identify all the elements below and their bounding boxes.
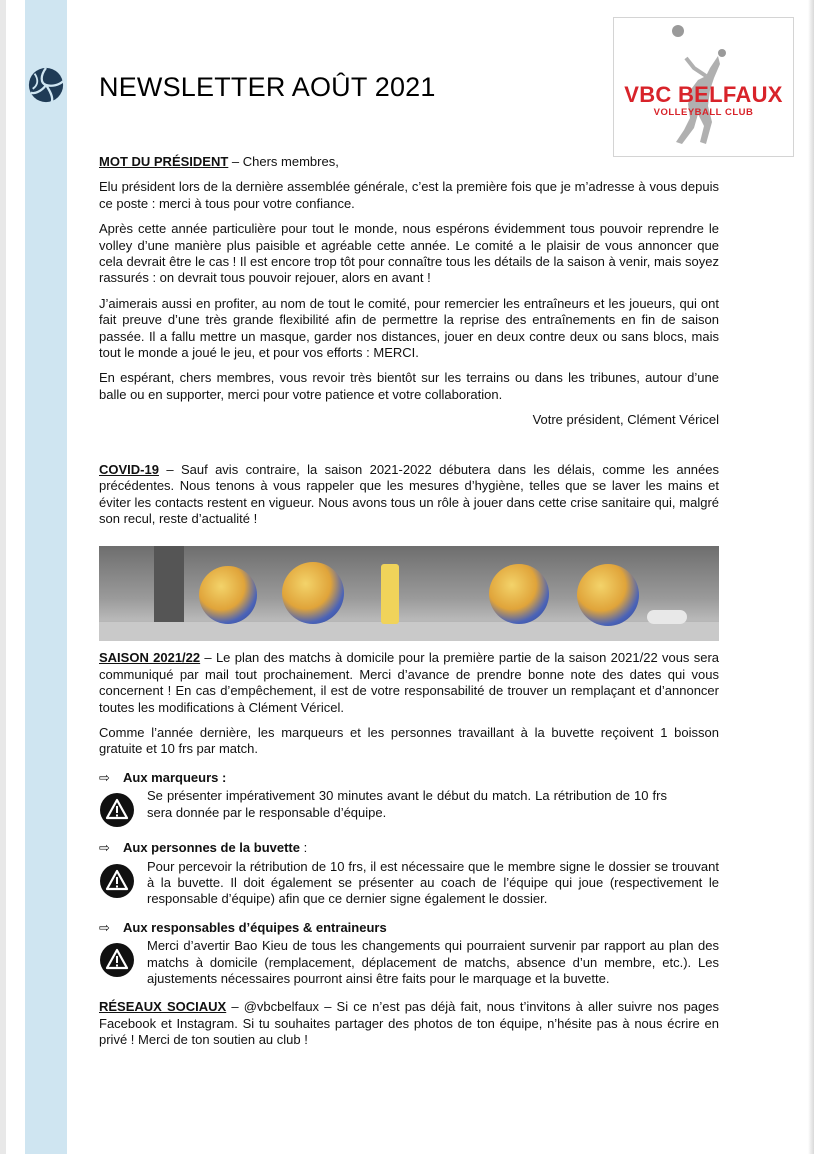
item-text: Se présenter impérativement 30 minutes avant le début du match. La rétribution de 10 frs sera donnée par le responsable d’équipe.: [147, 788, 667, 820]
warning-icon: [99, 792, 135, 828]
president-paragraph-3: J’aimerais aussi en profiter, au nom de tout le comité, pour remercier les entraîneurs et les joueurs, qui ont fait preuve d’une très grande flexibilité afin de permettre la reprise des entraînements en fin de saison passée. Il a fallu mettre un masque, garder nos distances, jouer en deux contre deux ou sans blocs, mais tout le monde a joué le jeu, et pour vos efforts : MERCI.: [99, 295, 719, 361]
photo-ball: [282, 562, 344, 624]
president-signature: Votre président, Clément Véricel: [532, 412, 719, 428]
photo-ball: [199, 566, 257, 624]
item-heading: ⇨ Aux personnes de la buvette :: [99, 840, 308, 856]
club-logo: [613, 17, 794, 157]
logo-subtitle: VOLLEYBALL CLUB: [653, 107, 754, 118]
newsletter-body: [99, 154, 719, 1058]
side-strip: [25, 0, 67, 1154]
item-block: [99, 859, 719, 908]
warning-icon: [99, 863, 135, 899]
volleyballs-photo: [99, 546, 719, 641]
president-paragraph-1: Elu président lors de la dernière assemblée générale, c’est la première fois que je m’adresse à vous depuis ce poste : merci à tous pour votre confiance.: [99, 179, 719, 211]
social-heading: RÉSEAUX SOCIAUX: [99, 999, 227, 1015]
item-text: Merci d’avertir Bao Kieu de tous les changements qui pourraient survenir par rapport au plan des matchs à domicile (remplacement, déplacement de matchs, absence d’un membre, etc.). Les ajustements nécessaires pourront ainsi être faits pour le marquage et la buvette.: [147, 938, 719, 986]
social-section: RÉSEAUX SOCIAUX – @vbcbelfaux – Si ce n’est pas déjà fait, nous t’invitons à aller suivre nos pages Facebook et Instagram. Si tu souhaites partager des photos de ton équipe, n’hésite pas à nous écrire en privé ! Merci de ton soutien au club !: [99, 999, 719, 1048]
arrow-right-icon: ⇨: [99, 919, 110, 935]
item-heading: ⇨ Aux responsables d’équipes & entraineurs: [99, 919, 387, 935]
arrow-right-icon: ⇨: [99, 840, 110, 856]
president-paragraph-4: En espérant, chers membres, vous revoir très bientôt sur les terrains ou dans les tribunes, autour d’une balle ou en supporter, merci pour votre patience et votre collaboration.: [99, 370, 719, 402]
logo-name: VBC BELFAUX: [624, 82, 783, 107]
photo-table: [99, 622, 719, 641]
item-text: Pour percevoir la rétribution de 10 frs, il est nécessaire que le membre signe le dossier se trouvant à la buvette. Il doit également se présenter au coach de l’équipe qui joue (respectivement le responsable d’équipe) afin que ce dernier signe également le dossier.: [147, 858, 719, 907]
volleyball-icon: [27, 66, 65, 104]
item-block: [99, 788, 719, 828]
covid-section: COVID-19 – Sauf avis contraire, la saison 2021-2022 débutera dans les délais, comme les années précédentes. Nous tenons à vous rappeler que les mesures d’hygiène, telles que se laver les mains et éviter les contacts restent en vigueur. Nous avons tous un rôle à jouer dans cette crise sanitaire qui, malgré son recul, reste d’actualité !: [99, 461, 719, 526]
item-block: [99, 938, 719, 987]
photo-ball: [489, 564, 549, 624]
photo-towel: [647, 610, 687, 624]
president-paragraph-2: Après cette année particulière pour tout le monde, nous espérons évidemment tous pouvoir reprendre le volley d’une manière plus paisible et agréable cette année. Le comité a le plaisir de vous annoncer que cela devrait être le cas ! Il est encore trop tôt pour connaître tous les détails de la saison à venir, mais soyez rassurés : on devrait tous pouvoir rejouer, alors en avant !: [99, 221, 719, 286]
page-edge: [0, 0, 6, 1154]
president-heading: MOT DU PRÉSIDENT: [99, 154, 229, 169]
arrow-right-icon: ⇨: [99, 769, 110, 785]
president-intro: MOT DU PRÉSIDENT – Chers membres,: [99, 154, 339, 169]
page-shadow: [808, 0, 814, 1154]
saison-heading: SAISON 2021/22: [99, 650, 201, 666]
item-heading: ⇨ Aux marqueurs :: [99, 769, 227, 785]
covid-heading: COVID-19: [99, 461, 159, 477]
warning-icon: [99, 942, 135, 978]
saison-paragraph-2: Comme l’année dernière, les marqueurs et les personnes travaillant à la buvette reçoivent 1 boisson gratuite et 10 frs par match.: [99, 724, 719, 757]
page-title: NEWSLETTER AOÛT 2021: [99, 72, 436, 102]
saison-section: SAISON 2021/22 – Le plan des matchs à domicile pour la première partie de la saison 2021/22 vous sera communiqué par mail tout prochainement. Merci d’avance de prendre bonne note des dates qui vous concernent ! En cas d’empêchement, il est de votre responsabilité de trouver un remplaçant et d’annoncer toutes les modifications à Clément Véricel.: [99, 650, 720, 715]
photo-ball: [577, 564, 639, 626]
photo-bottle: [381, 564, 399, 624]
photo-net-post: [154, 546, 184, 626]
